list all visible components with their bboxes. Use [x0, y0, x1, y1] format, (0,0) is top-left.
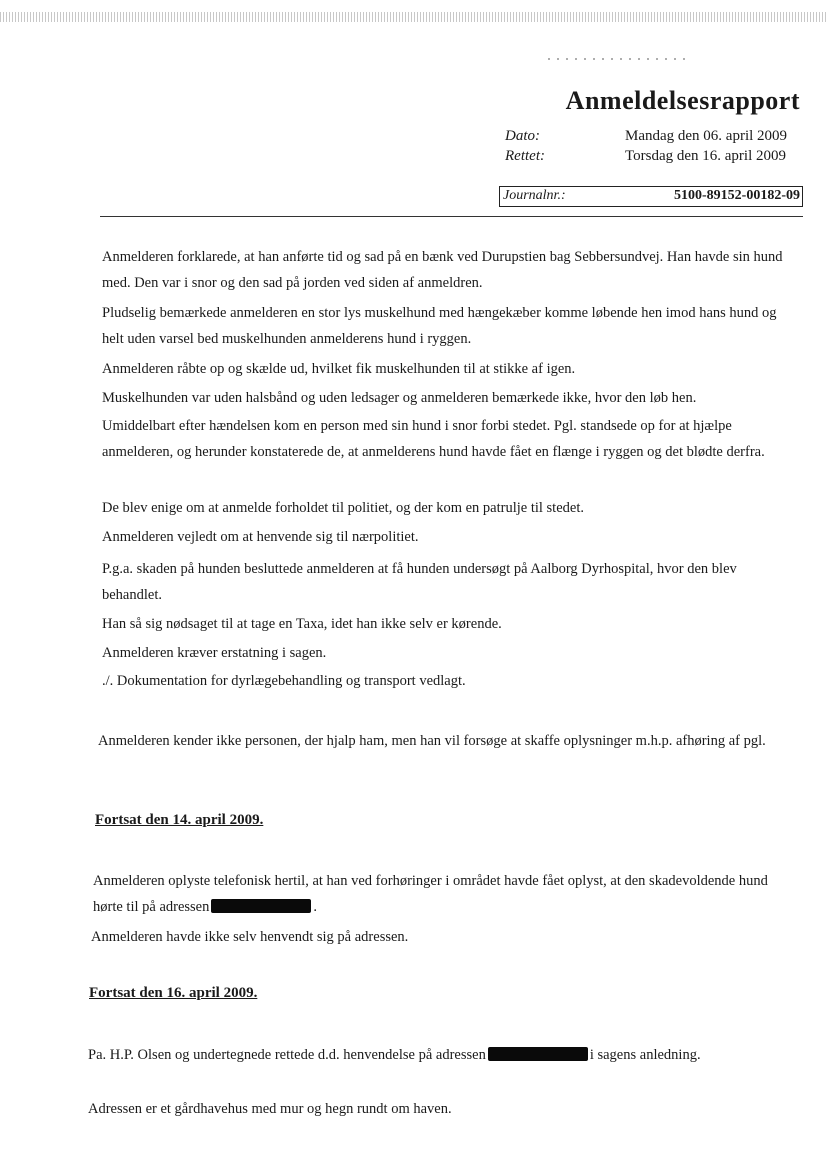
paragraph: Anmelderen havde ikke selv henvendt sig på adressen. [91, 929, 409, 945]
date-value: Mandag den 06. april 2009 [625, 128, 788, 144]
paragraph: De blev enige om at anmelde forholdet til politiet, og der kom en patrulje til stedet. [102, 500, 584, 516]
report-title: Anmeldelsesrapport [565, 86, 800, 115]
paragraph: Adressen er et gårdhavehus med mur og hegn rundt om haven. [88, 1101, 452, 1117]
header-divider [100, 216, 803, 217]
paragraph-text: . [313, 899, 317, 915]
corrected-label: Rettet: [505, 148, 545, 164]
corrected-value: Torsdag den 16. april 2009 [625, 148, 787, 164]
paragraph: Muskelhunden var uden halsbånd og uden ledsager og anmelderen bemærkede ikke, hvor den løb hen. [102, 390, 697, 406]
paragraph: P.g.a. skaden på hunden besluttede anmelderen at få hunden undersøgt på Aalborg Dyrhospital, hvor den blev behandlet. [102, 561, 737, 603]
redaction-block [488, 1047, 588, 1061]
paragraph: Pludselig bemærkede anmelderen en stor lys muskelhund med hængekæber komme løbende hen imod hans hund og helt uden varsel bed muskelhunden anmelderens hund i ryggen. [102, 305, 777, 347]
date-label: Dato: [505, 128, 540, 144]
paragraph-redacted [93, 868, 783, 920]
paragraph-text: i sagens anledning. [589, 1047, 701, 1063]
scan-dots [548, 58, 688, 60]
paragraph-text: Pa. H.P. Olsen og undertegnede rettede d.d. henvendelse på adressen [88, 1047, 486, 1063]
journal-label: Journalnr.: [503, 188, 566, 203]
redaction-block [211, 899, 311, 913]
paragraph: Han så sig nødsaget til at tage en Taxa, idet han ikke selv er kørende. [102, 616, 502, 632]
journal-number: 5100-89152-00182-09 [674, 188, 800, 203]
paragraph-redacted [88, 1042, 758, 1068]
paragraph: ./. Dokumentation for dyrlægebehandling og transport vedlagt. [102, 673, 466, 689]
paragraph: Umiddelbart efter hændelsen kom en person med sin hund i snor forbi stedet. Pgl. standsede op for at hjælpe anmelderen, og herunder konstaterede de, at anmelderens hund havde fået en flænge i ryggen og det blødte derfra. [102, 418, 765, 460]
paragraph: Anmelderen forklarede, at han anførte tid og sad på en bænk ved Durupstien bag Sebbersundvej. Han havde sin hund med. Den var i snor og den sad på jorden ved siden af anmeldren. [102, 249, 783, 291]
paragraph: Anmelderen vejledt om at henvende sig til nærpolitiet. [102, 529, 419, 545]
paragraph-text: Anmelderen oplyste telefonisk hertil, at han ved forhøringer i området havde fået oplyst, at den skadevoldende hund hørte til på adressen [93, 873, 768, 915]
section-heading-apr14: Fortsat den 14. april 2009. [95, 812, 264, 828]
date-row [505, 128, 803, 145]
paragraph: Anmelderen råbte op og skælde ud, hvilket fik muskelhunden til at stikke af igen. [102, 361, 576, 377]
section-heading-apr16: Fortsat den 16. april 2009. [89, 985, 258, 1001]
paragraph: Anmelderen kræver erstatning i sagen. [102, 645, 327, 661]
journal-box [499, 186, 803, 207]
paragraph: Anmelderen kender ikke personen, der hjalp ham, men han vil forsøge at skaffe oplysninger m.h.p. afhøring af pgl. [98, 733, 766, 749]
corrected-row [505, 148, 803, 165]
scan-edge-noise [0, 12, 826, 22]
